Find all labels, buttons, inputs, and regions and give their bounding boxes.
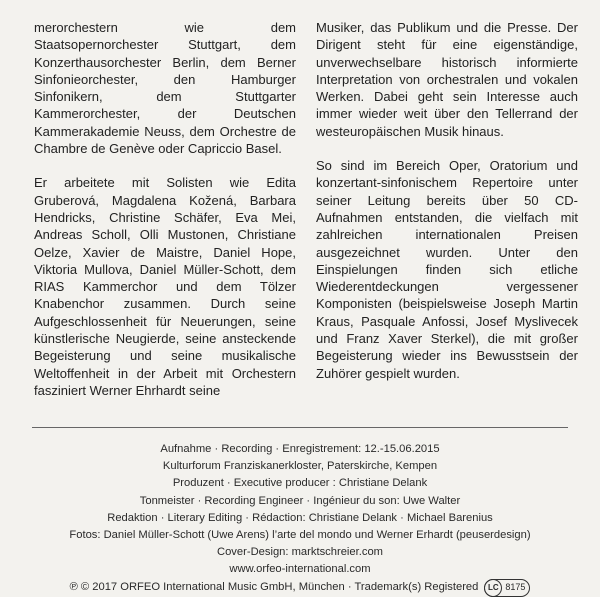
credits-block xyxy=(30,441,570,597)
credit-cover: Cover-Design: marktschreier.com xyxy=(217,546,383,559)
label-code-icon: LC xyxy=(484,579,502,597)
credit-editing: Redaktion · Literary Editing · Rédaction: Christiane Delank · Michael Barenius xyxy=(107,511,493,524)
label-code-number: 8175 xyxy=(505,582,526,593)
credit-copyright-row xyxy=(30,579,570,597)
right-paragraph-2: So sind im Bereich Oper, Oratorium und konzertant-sinfonischem Repertoire unter seiner Leitung bereits über 50 CD-Aufnahmen entstanden, die vielfach mit zahlreichen internationalen Preisen ausgezeichnet wurden. Unter den Einspielungen finden sich etliche Wiederentdeckungen vergessener Komponisten (beispielsweise Joseph Martin Kraus, Pasquale Anfossi, Josef Myslivecek und Franz Xaver Sterkel), die mit großer Begeisterung wieder ins Bewusstsein der Zuhörer gespielt wurden. xyxy=(316,158,578,381)
credit-website: www.orfeo-international.com xyxy=(229,563,371,576)
right-paragraph-1: Musiker, das Publikum und die Presse. Der Dirigent steht für eine eigenständige, unverwechselbare historisch informierte Interpretation von orchestralen und vokalen Werken. Dabei geht sein Interesse auch immer wieder weit über den Tellerrand der westeuropäischen Musik hinaus. xyxy=(316,20,578,139)
left-text-column xyxy=(34,19,296,416)
left-paragraph-2: Er arbeitete mit Solisten wie Edita Gruberová, Magdalena Kožená, Barbara Hendricks, Christine Schäfer, Eva Mei, Andreas Scholl, Olli Mustonen, Christiane Oelze, Xavier de Maistre, Daniel Hope, Viktoria Mullova, Daniel Müller-Schott, dem RIAS Kammerchor und dem Tölzer Knabenchor zusammen. Durch seine Aufgeschlossenheit für Neuerungen, seine künstlerische Neugierde, seine ansteckende Begeisterung und seine musikalische Weltoffenheit in der Arbeit mit Orchestern fasziniert Werner Ehrhardt seine xyxy=(34,175,296,398)
right-text-column xyxy=(316,19,578,399)
credit-engineer: Tonmeister · Recording Engineer · Ingénieur du son: Uwe Walter xyxy=(139,494,461,507)
credit-venue: Kulturforum Franziskanerkloster, Paterskirche, Kempen xyxy=(162,460,438,473)
credit-copyright: ℗ © 2017 ORFEO International Music GmbH, München · Trademark(s) Registered xyxy=(69,581,479,594)
left-paragraph-1: merorchestern wie dem Staatsopernorchester Stuttgart, dem Konzerthausorchester Berlin, dem Berner Sinfonieorchester, den Hamburger Sinfonikern, dem Stuttgarter Kammerorchester, der Deutschen Kammerakademie Neuss, dem Orchestre de Chambre de Genève oder Capriccio Basel. xyxy=(34,20,296,157)
credit-photos: Fotos: Daniel Müller-Schott (Uwe Arens) l’arte del mondo und Werner Erhardt (peuserdesign) xyxy=(69,529,531,542)
credits-divider xyxy=(32,427,568,428)
credit-producer: Produzent · Executive producer : Christiane Delank xyxy=(172,477,428,490)
label-code-logo xyxy=(484,579,530,597)
credit-recording: Aufnahme · Recording · Enregistrement: 12.-15.06.2015 xyxy=(160,443,440,455)
